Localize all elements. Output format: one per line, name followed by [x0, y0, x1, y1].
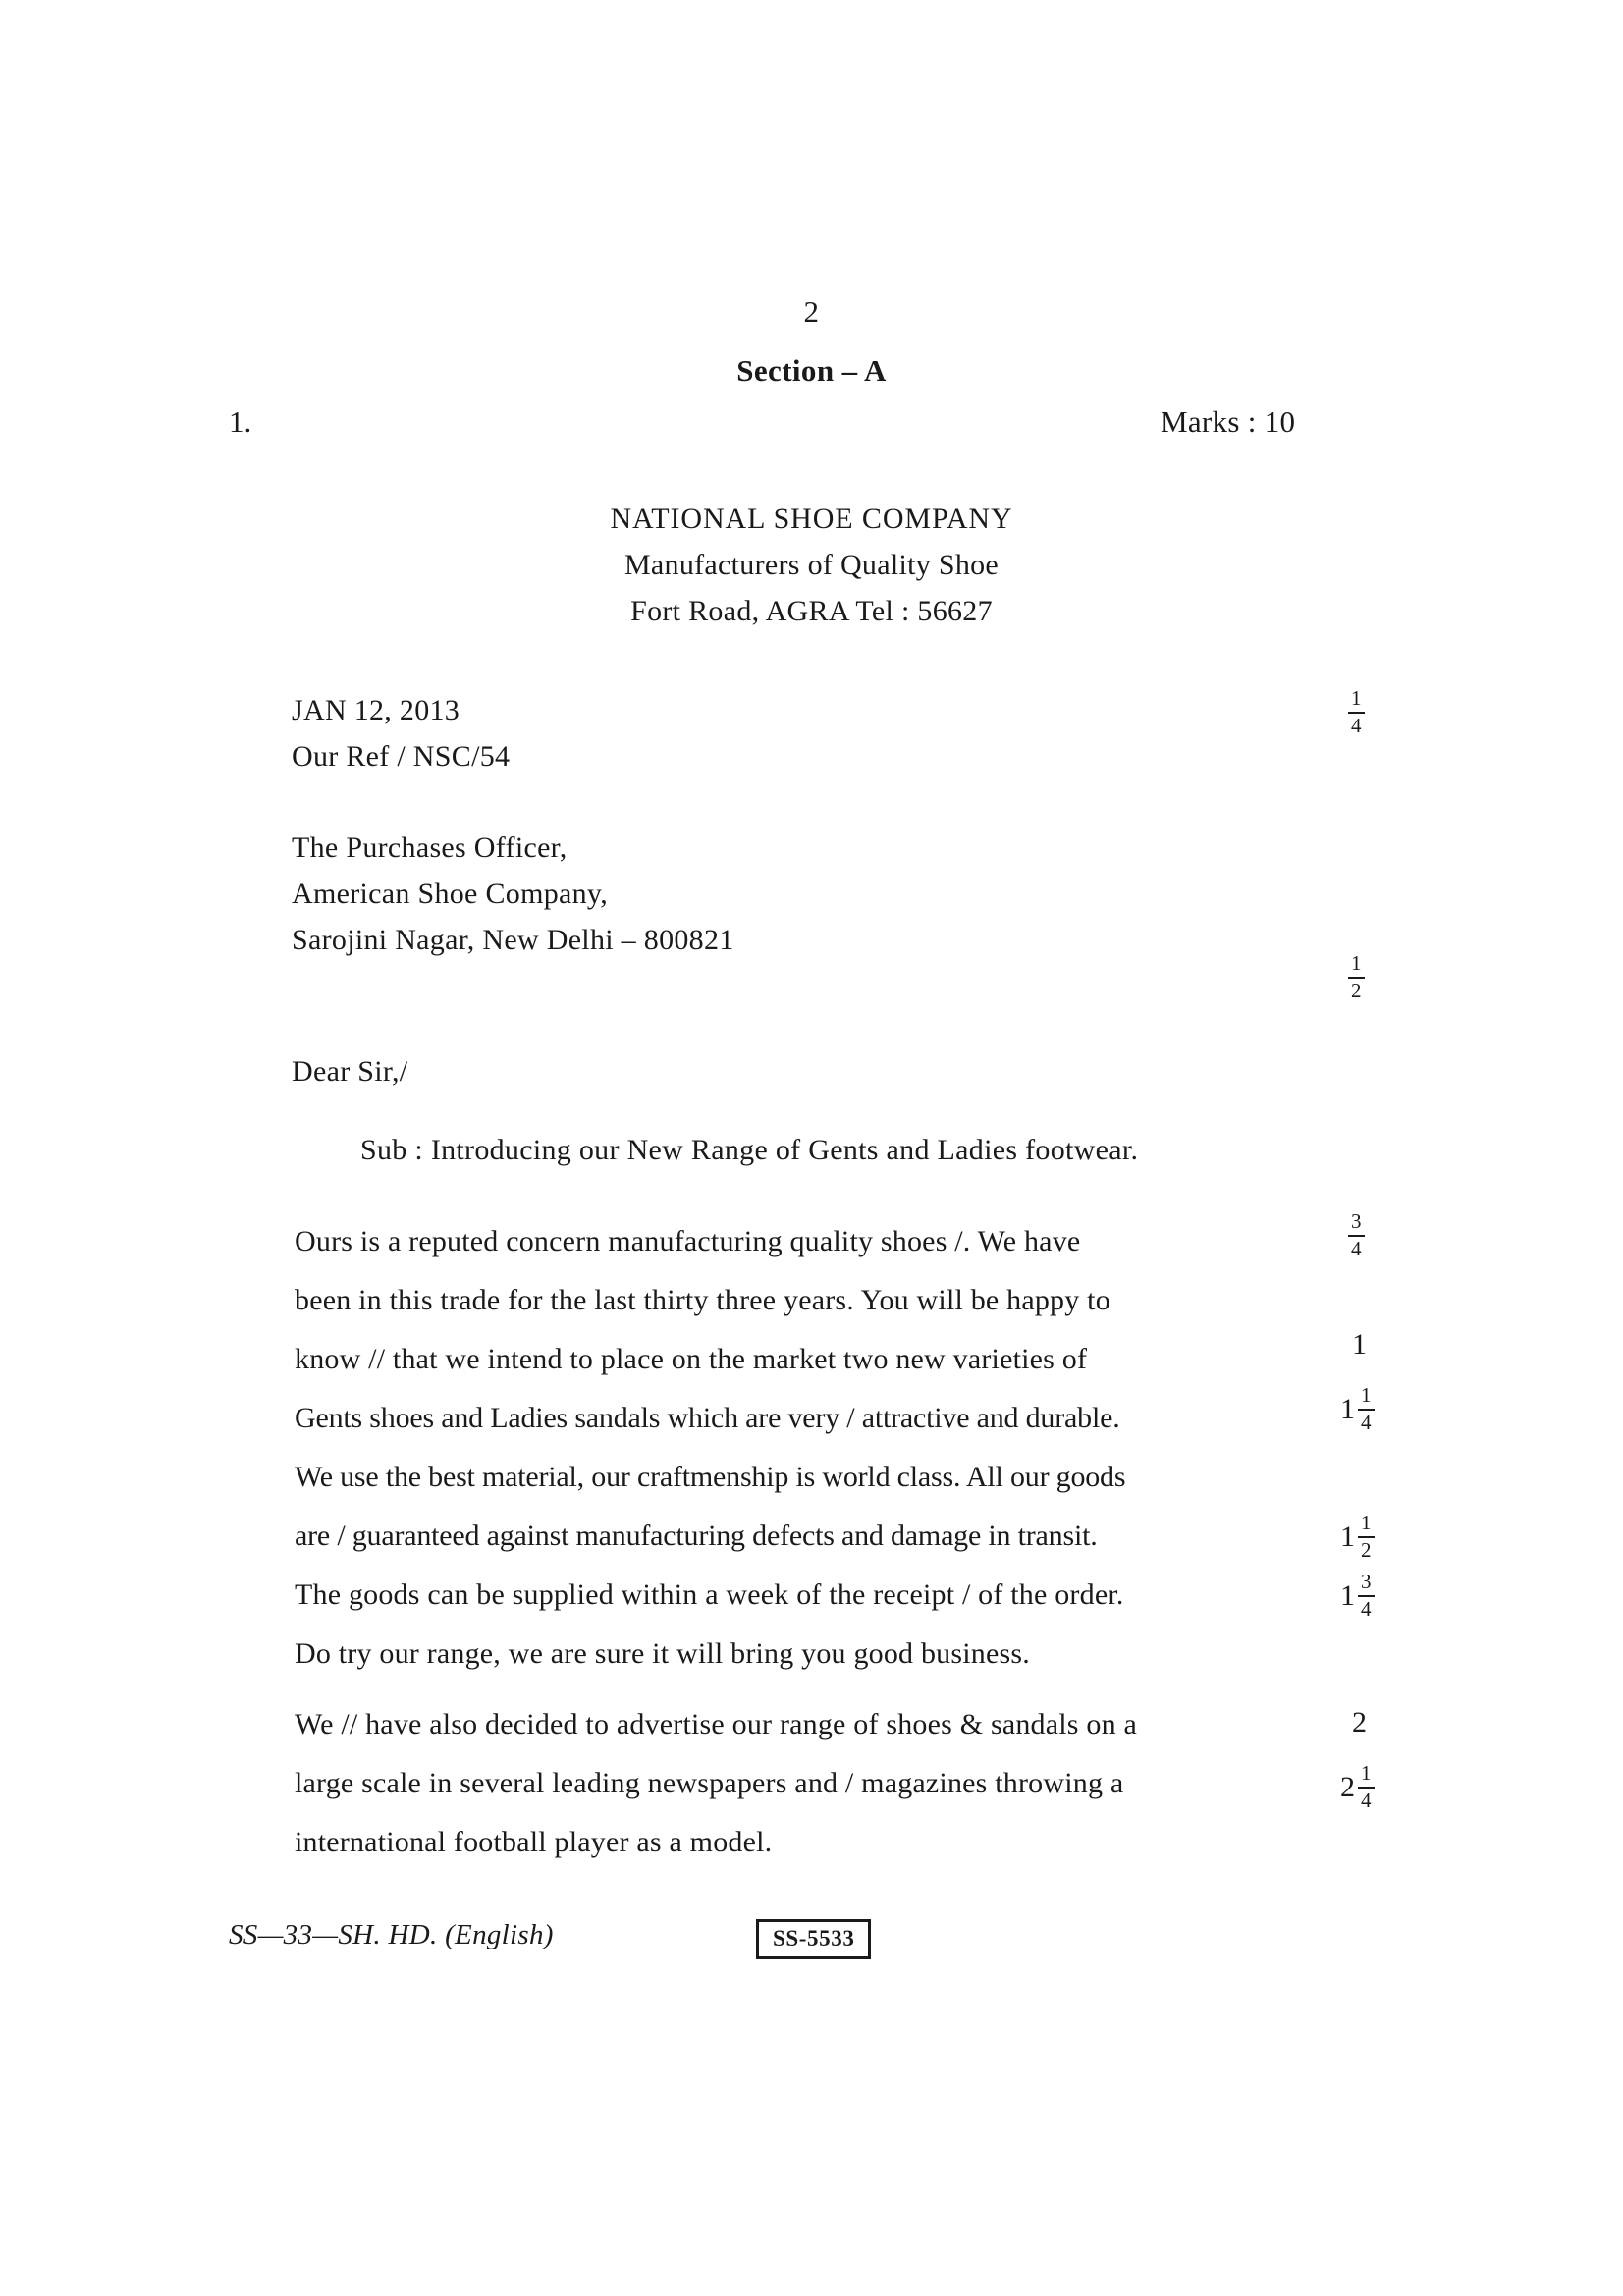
body-line: The goods can be supplied within a week of the receipt / of the order. — [295, 1578, 1124, 1611]
fraction-denominator: 2 — [1358, 1536, 1375, 1563]
body-line: Ours is a reputed concern manufacturing quality shoes /. We have — [295, 1225, 1081, 1257]
margin-mark-fraction — [1358, 1571, 1375, 1621]
margin-mark — [1340, 1762, 1375, 1812]
margin-mark-fraction — [1358, 1384, 1375, 1434]
body-line: We use the best material, our craftmenship is world class. All our goods — [295, 1461, 1126, 1493]
margin-mark — [1340, 1384, 1375, 1434]
footer-paper-code: SS—33—SH. HD. (English) — [229, 1919, 554, 1950]
fraction-numerator: 3 — [1361, 1570, 1372, 1593]
margin-mark-fraction — [1358, 1762, 1375, 1812]
margin-mark-fraction — [1358, 1512, 1375, 1562]
paragraph-gap — [295, 1683, 1330, 1695]
recipient-company: American Shoe Company, — [292, 878, 609, 910]
fraction-numerator: 1 — [1361, 1383, 1372, 1407]
fraction-denominator: 2 — [1348, 977, 1365, 1003]
marks-label: Marks : 10 — [1161, 404, 1296, 439]
body-line: know // that we intend to place on the market two new varieties of — [295, 1343, 1088, 1375]
letterhead-company-name: NATIONAL SHOE COMPANY — [610, 503, 1013, 535]
margin-mark — [1340, 1571, 1375, 1621]
margin-mark-whole: 1 — [1340, 1578, 1355, 1612]
margin-mark — [1352, 1708, 1370, 1737]
margin-mark-fraction — [1348, 1210, 1365, 1260]
fraction-denominator: 4 — [1358, 1595, 1375, 1622]
body-line: large scale in several leading newspapers and / magazines throwing a — [295, 1767, 1124, 1799]
letter-body — [295, 1212, 1330, 1872]
body-line: international football player as a model. — [295, 1826, 773, 1858]
footer-boxed-code: SS-5533 — [756, 1919, 871, 1959]
letterhead-tagline: Manufacturers of Quality Shoe — [623, 549, 1000, 581]
margin-mark-whole: 1 — [1340, 1520, 1355, 1553]
margin-mark — [1340, 1512, 1375, 1562]
margin-mark — [1348, 1210, 1365, 1260]
letterhead-address-tel: Fort Road, AGRA Tel : 56627 — [630, 595, 993, 627]
body-line: Gents shoes and Ladies sandals which are very / attractive and durable. — [295, 1402, 1120, 1434]
page-number: 2 — [803, 294, 820, 329]
subject-line: Sub : Introducing our New Range of Gents and Ladies footwear. — [360, 1134, 1139, 1166]
fraction-numerator: 1 — [1351, 686, 1362, 710]
letter-date: JAN 12, 2013 — [292, 694, 460, 726]
margin-mark — [1348, 952, 1365, 1002]
margin-mark-whole: 1 — [1352, 1328, 1367, 1361]
recipient-address-block — [292, 825, 734, 963]
fraction-numerator: 3 — [1351, 1209, 1362, 1233]
salutation: Dear Sir,/ — [292, 1055, 408, 1088]
fraction-denominator: 4 — [1348, 712, 1365, 738]
recipient-title: The Purchases Officer, — [292, 831, 568, 864]
margin-mark-fraction — [1348, 687, 1365, 737]
recipient-address: Sarojini Nagar, New Delhi – 800821 — [292, 924, 734, 956]
fraction-denominator: 4 — [1348, 1235, 1365, 1261]
letter-reference: Our Ref / NSC/54 — [292, 740, 511, 773]
letterhead — [0, 496, 1623, 634]
section-heading: Section – A — [736, 353, 887, 388]
margin-mark — [1352, 1330, 1370, 1360]
date-reference-block — [292, 687, 510, 779]
body-line: are / guaranteed against manufacturing defects and damage in transit. — [295, 1520, 1098, 1552]
fraction-denominator: 4 — [1358, 1409, 1375, 1435]
margin-mark-whole: 1 — [1340, 1392, 1355, 1425]
body-line: Do try our range, we are sure it will bring you good business. — [295, 1637, 1030, 1670]
fraction-numerator: 1 — [1361, 1511, 1372, 1534]
body-line: We // have also decided to advertise our range of shoes & sandals on a — [295, 1708, 1137, 1740]
fraction-numerator: 1 — [1351, 951, 1362, 975]
body-line: been in this trade for the last thirty three years. You will be happy to — [295, 1284, 1110, 1316]
fraction-denominator: 4 — [1358, 1787, 1375, 1813]
margin-mark-whole: 2 — [1352, 1706, 1367, 1738]
question-number: 1. — [229, 404, 252, 439]
margin-mark-whole: 2 — [1340, 1770, 1355, 1803]
fraction-numerator: 1 — [1361, 1761, 1372, 1785]
margin-mark-fraction — [1348, 952, 1365, 1002]
margin-mark — [1348, 687, 1365, 737]
